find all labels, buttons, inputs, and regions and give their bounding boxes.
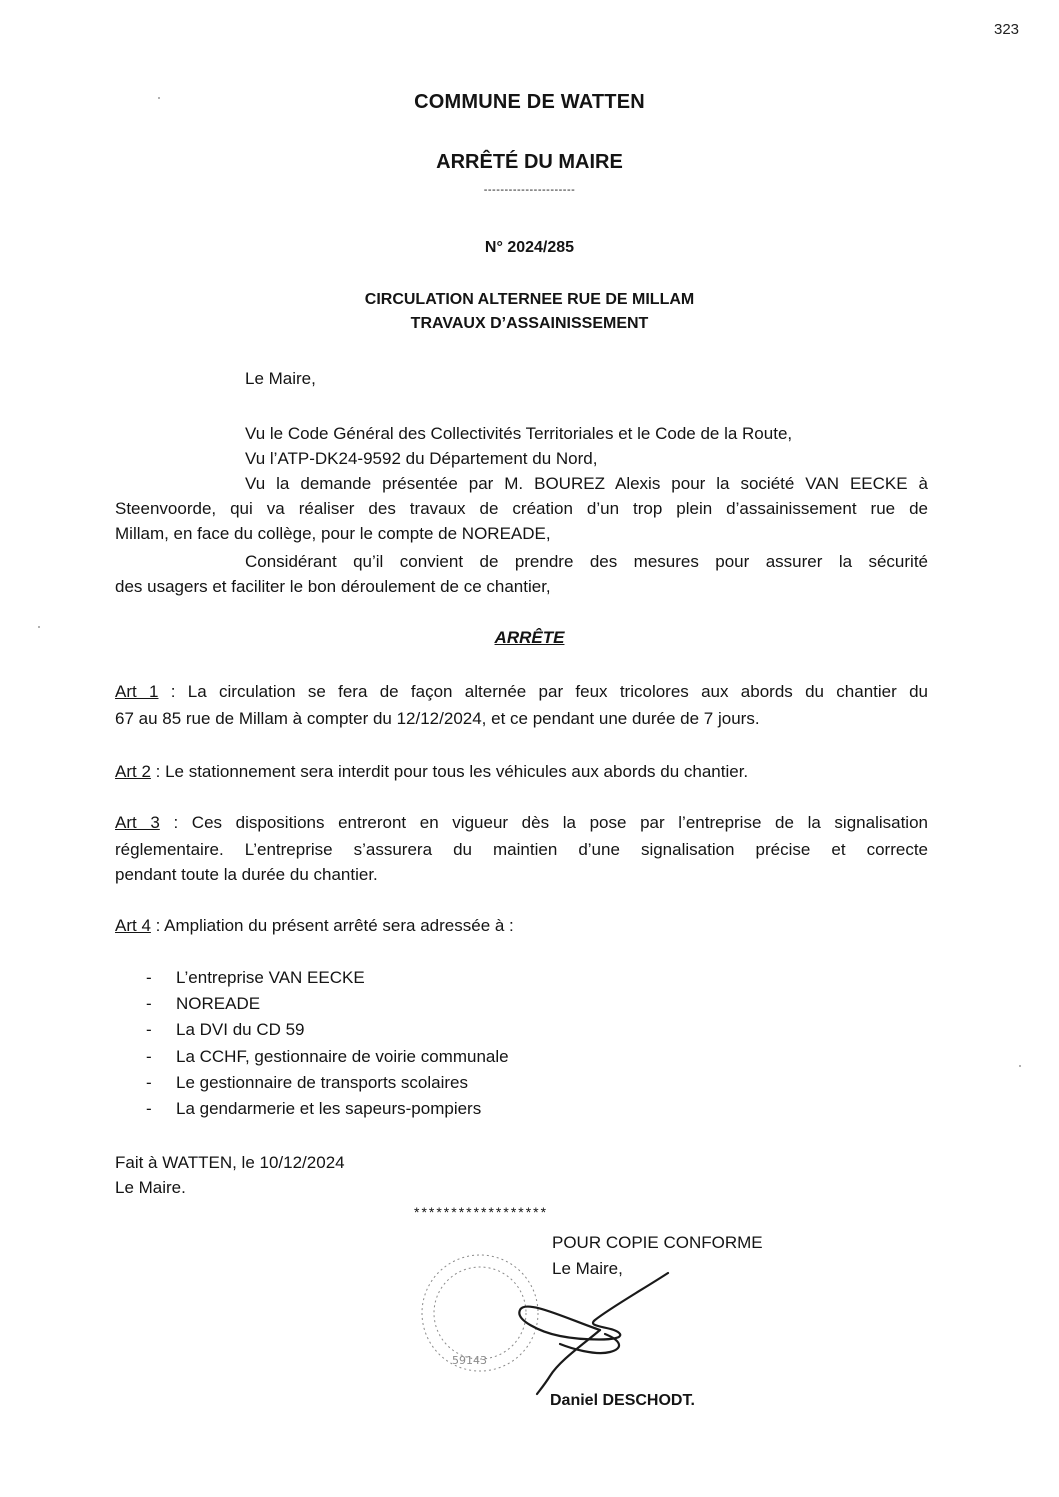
list-item xyxy=(146,1020,305,1040)
list-item xyxy=(146,1099,481,1119)
list-item xyxy=(146,1073,468,1093)
vu-demande-line-2: Steenvoorde, qui va réaliser des travaux de création d’un trop plein d’assainissement rue de xyxy=(115,499,928,518)
article-3-line-3: pendant toute la durée du chantier. xyxy=(115,865,378,884)
recipient-2: NOREADE xyxy=(176,994,261,1013)
page-number: 323 xyxy=(994,21,1020,38)
signatory-name: Daniel DESCHODT. xyxy=(550,1392,695,1409)
scan-speck xyxy=(1019,1065,1021,1067)
article-1-label: Art 1 xyxy=(115,682,159,701)
article-1-text: : La circulation se fera de façon alternée par feux tricolores aux abords du chantier du xyxy=(158,682,928,701)
recipient-6: La gendarmerie et les sapeurs-pompiers xyxy=(176,1099,482,1118)
list-item xyxy=(146,1047,509,1067)
recipient-3: La DVI du CD 59 xyxy=(176,1020,305,1039)
copy-certification-mayor: Le Maire, xyxy=(552,1259,623,1278)
handwritten-signature-icon xyxy=(519,1273,668,1394)
article-1-line-2: 67 au 85 rue de Millam à compter du 12/12/2024, et ce pendant une durée de 7 jours. xyxy=(115,709,760,728)
article-2-text: : Le stationnement sera interdit pour tous les véhicules aux abords du chantier. xyxy=(150,762,749,781)
vu-code-line: Vu le Code Général des Collectivités Territoriales et le Code de la Route, xyxy=(245,424,793,443)
recipient-5: Le gestionnaire de transports scolaires xyxy=(176,1073,468,1092)
subject-line-1: CIRCULATION ALTERNEE RUE DE MILLAM xyxy=(364,291,695,308)
list-item xyxy=(146,994,260,1014)
scan-speck xyxy=(38,626,40,628)
vu-demande-line-1: Vu la demande présentée par M. BOUREZ Alexis pour la société VAN EECKE à xyxy=(245,474,928,493)
decree-number: N° 2024/285 xyxy=(484,239,575,256)
scan-speck xyxy=(158,97,160,99)
commune-heading: COMMUNE DE WATTEN xyxy=(414,91,645,113)
article-2-line-1 xyxy=(115,762,748,782)
article-3-line-1 xyxy=(115,813,928,833)
list-dash: - xyxy=(146,1020,152,1039)
stamp-number: 59143 xyxy=(452,1354,487,1367)
article-3-label: Art 3 xyxy=(115,813,160,832)
list-dash: - xyxy=(146,1099,152,1118)
list-dash: - xyxy=(146,968,152,987)
recipient-1: L’entreprise VAN EECKE xyxy=(176,968,365,987)
list-item xyxy=(146,968,365,988)
list-dash: - xyxy=(146,1047,152,1066)
vu-demande-line-3: Millam, en face du collège, pour le compte de NOREADE, xyxy=(115,524,551,543)
article-4-text: : Ampliation du présent arrêté sera adressée à : xyxy=(150,916,514,935)
list-dash: - xyxy=(146,994,152,1013)
article-4-label: Art 4 xyxy=(115,916,151,935)
salutation: Le Maire, xyxy=(245,369,316,388)
article-2-label: Art 2 xyxy=(115,762,151,781)
list-dash: - xyxy=(146,1073,152,1092)
subject-line-2: TRAVAUX D’ASSAINISSEMENT xyxy=(410,315,649,332)
stamp-icon xyxy=(422,1255,538,1371)
decree-subject xyxy=(0,288,1059,336)
considerant-line-1: Considérant qu’il convient de prendre des mesures pour assurer la sécurité xyxy=(245,552,928,571)
copy-certification: POUR COPIE CONFORME xyxy=(552,1233,763,1252)
place-date: Fait à WATTEN, le 10/12/2024 xyxy=(115,1153,345,1172)
article-3-text: : Ces dispositions entreront en vigueur dès la pose par l’entreprise de la signalisation xyxy=(159,813,928,832)
article-4-line-1 xyxy=(115,916,514,936)
stars-separator: ****************** xyxy=(414,1204,549,1220)
document-type-heading: ARRÊTÉ DU MAIRE xyxy=(436,151,623,173)
signatory-title: Le Maire. xyxy=(115,1178,186,1197)
considerant-line-2: des usagers et faciliter le bon déroulement de ce chantier, xyxy=(115,577,551,596)
article-3-line-2: réglementaire. L’entreprise s’assurera du maintien d’une signalisation précise et correcte xyxy=(115,840,928,859)
recipient-4: La CCHF, gestionnaire de voirie communale xyxy=(176,1047,509,1066)
title-separator: ---------------------- xyxy=(483,184,576,196)
decision-heading: ARRÊTE xyxy=(494,628,565,647)
signature-stamp-graphic xyxy=(410,1248,710,1398)
article-1-line-1 xyxy=(115,682,928,702)
vu-atp-line: Vu l’ATP-DK24-9592 du Département du Nord, xyxy=(245,449,598,468)
